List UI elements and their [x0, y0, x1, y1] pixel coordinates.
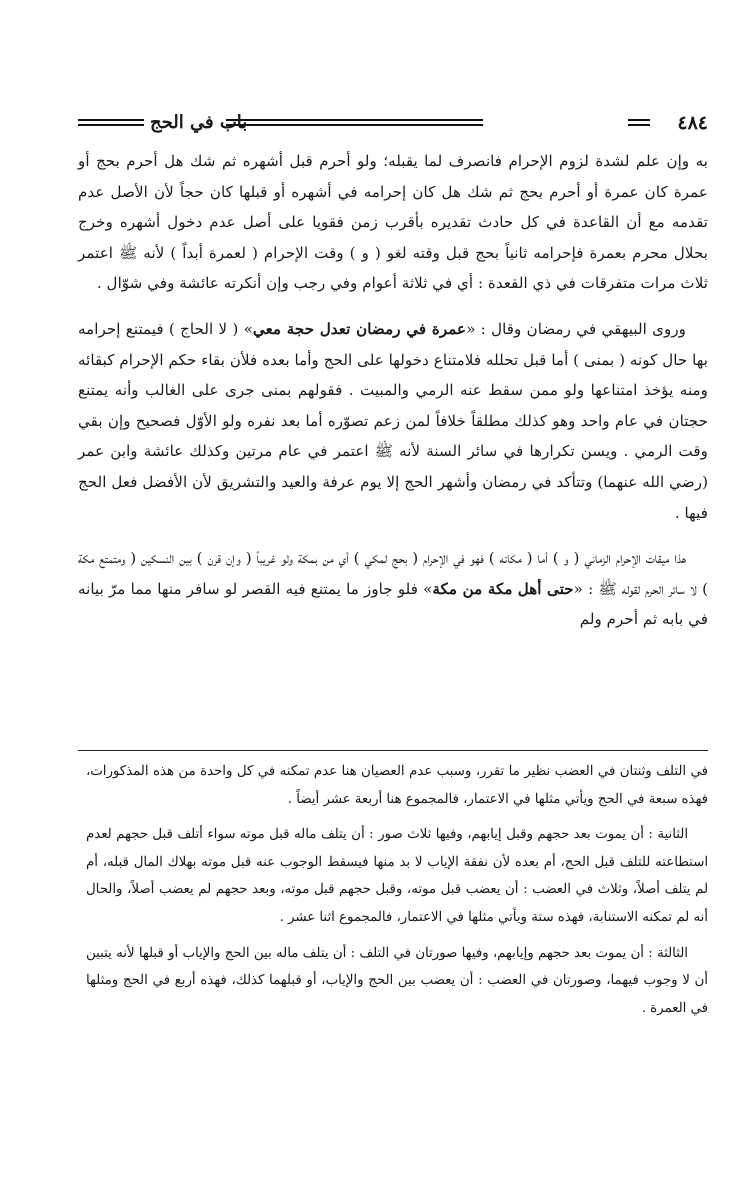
paragraph-3: هذا ميقات الإحرام الزماني ( و ) أما ( مكانه ) فهو في الإحرام ( بحج لمكي ) أي من بمكة ولو غريباً ( وإن قرن ) بين النسكين ( ومتمتع مكة ) لا سائر الحرم لقوله ﷺ : «حتى أهل مكة من مكة» فلو جاوز ما يمتنع فيه القصر لو سافر منها مما مرّ بيانه في بابه ثم أحرم ولم: [78, 549, 708, 629]
chapter-title: باب في الحج: [150, 112, 248, 133]
paragraph-2: وروى البيهقي في رمضان وقال : «عمرة في رمضان تعدل حجة معي» ( لا الحاج ) فيمتنع إحرامه بها حال كونه ( بمنى ) أما قبل تحلله فلامتناع دخولها على الحج وأما بعده فلأن بقاء حكم الإحرام كبقائه ومنه يؤخذ امتناعها ولو ممن سقط عنه الرمي والمبيت . فقولهم بمنى جرى على الغالب وأنه يمتنع حجتان في عام واحد وهو كذلك مطلقاً خلافاً لمن زعم تصوّره أما بعد نفره ولو الأوّل فصحيح وإن بقي وقت الرمي . ويسن تكرارها في سائر السنة لأنه ﷺ اعتمر في عام مرتين وكذلك عائشة وابن عمر (رضي الله عنهما) وتتأكد في رمضان وأشهر الحج إلا يوم عرفة والعيد والتشريق لأن الأفضل فعل الحج فيها .: [78, 319, 709, 522]
header-rule-right: [628, 119, 650, 126]
hadith-quote-2a: حتى أهل: [517, 579, 574, 598]
header-rule-left: [78, 119, 144, 126]
paragraph-1: به وإن علم لشدة لزوم الإحرام فانصرف لما يقبله؛ ولو أحرم قبل أشهره ثم شك هل أحرم بحج أو عمرة كان عمرة أو أحرم بحج ثم شك هل كان إحرامه في أشهره أو قبلها كان حجاً لأن الأصل عدم تقدمه مع أن القاعدة في كل حادث تقديره بأقرب زمن فقويا على أصل عدم دخول أشهره وخرج بحلال محرم بعمرة فإحرامه ثانياً بحج قبل وقته لغو ( و ) وقت الإحرام ( لعمرة أبداً ) لأنه ﷺ اعتمر ثلاث مرات متفرقات في ذي القعدة : أي في ثلاثة أعوام وفي رجب وإن أنكرته عائشة وفي شوّال .: [78, 152, 709, 293]
footnote-divider: [78, 750, 708, 751]
running-header: [78, 108, 708, 138]
header-rule-middle: [226, 119, 483, 126]
main-text: [78, 146, 708, 635]
footnotes: [86, 758, 708, 1022]
hadith-quote: عمرة في رمضان تعدل حجة معي: [252, 319, 467, 338]
hadith-quote-2b: مكة من مكة: [432, 579, 513, 598]
page-number: ٤٨٤: [677, 112, 708, 134]
footnote-continuation: في التلف وثنتان في العضب نظير ما تقرر، وسبب عدم العصيان هنا عدم تمكنه في كل واحدة من هذه المذكورات، فهذه سبعة في الحج ويأتي مثلها في الاعتمار، فالمجموع هنا أربعة عشر أيضاً .: [86, 764, 708, 807]
footnote-third-case: الثالثة : أن يموت بعد حجهم وإيابهم، وفيها صورتان في التلف : أن يتلف ماله بين الحج والإياب أو قبلها لأنه يتبين أن لا وجوب فيهما، وصورتان في العضب : أن يعضب بين الحج والإياب، أو قبلهما كذلك، فهذه أربع في الحج ومثلها في العمرة .: [86, 945, 708, 1016]
footnote-second-case: الثانية : أن يموت بعد حجهم وقبل إيابهم، وفيها ثلاث صور : أن يتلف ماله قبل موته سواء أتلف قبل حجهم لعدم استطاعته للتلف قبل الحج، أم بعده لأن نفقة الإياب لا بد منها فيسقط الوجوب عنه قبل موته بهلاك المال قبله، أم لم يتلف أصلاً، وثلاث في العضب : أن يعضب قبل موته، وقبل حجهم قبل موته، وبعد حجهم لم يعضب أصلاً، والحال أنه لم تمكنه الاستنابة، فهذه ستة ويأتي مثلها في الاعتمار، فالمجموع اثنا عشر .: [86, 827, 709, 925]
